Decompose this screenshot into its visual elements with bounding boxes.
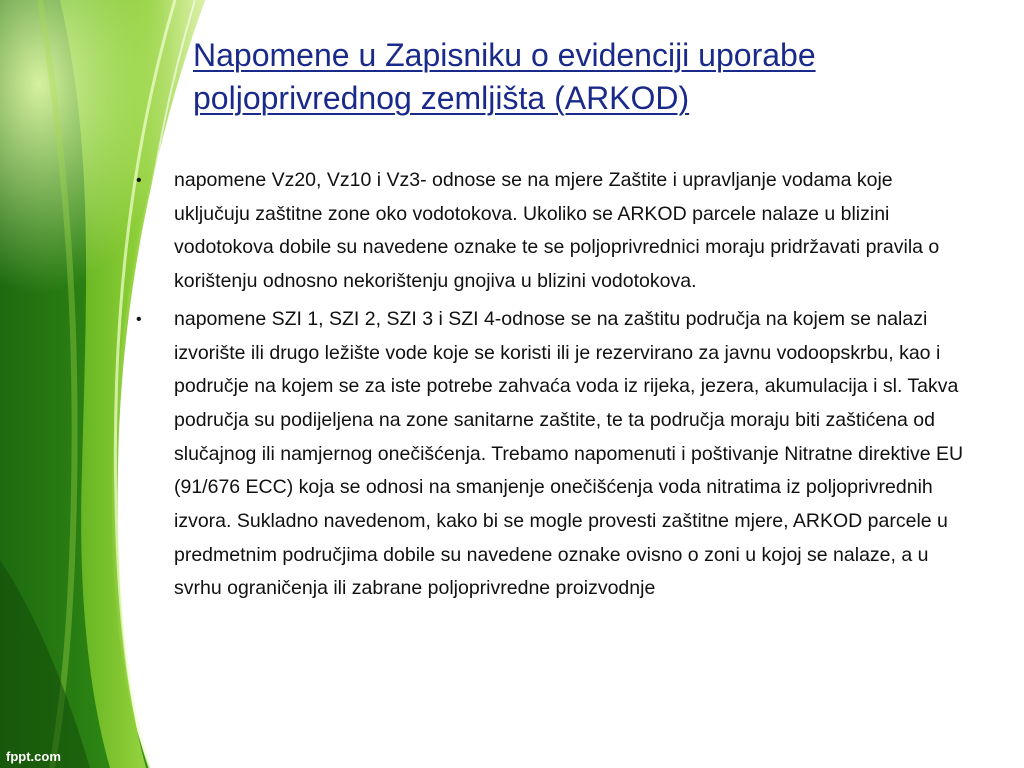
slide-title: Napomene u Zapisniku o evidenciji uporabe poljoprivrednog zemljišta (ARKOD) [193,37,816,116]
bullet-text: napomene SZI 1, SZI 2, SZI 3 i SZI 4-odnose se na zaštitu područja na kojem se nalazi izvorište ili drugo ležište vode koje se koristi ili je rezervirano za javnu vodoopskrbu, kao i područje na kojem se za iste potrebe zahvaća voda iz rijeka, jezera, akumulacija i sl. Takva područja su podijeljena na zone sanitarne zaštite, te ta područja moraju biti zaštićena od slučajnog ili namjernog onečišćenja. Trebamo napomenuti i poštivanje Nitratne direktive EU (91/676 ECC) koja se odnosi na smanjenje onečišćenja voda nitratima iz poljoprivrednih izvora. Sukladno navedenom, kako bi se mogle provesti zaštitne mjere, ARKOD parcele u predmetnim područjima dobile su navedene oznake ovisno o zoni u kojoj se nalaze, a u svrhu ograničenja ili zabrane poljoprivredne proizvodnje [174,307,964,600]
bullet-item [130,303,970,606]
bullet-dot-icon: • [136,172,142,189]
bullet-text: napomene Vz20, Vz10 i Vz3- odnose se na mjere Zaštite i upravljanje vodama koje uključuju zaštitne zone oko vodotokova. Ukoliko se ARKOD parcele nalaze u blizini vodotokova dobile su navedene oznake te se poljoprivrednici moraju pridržavati pravila o korištenju odnosno nekorištenju gnojiva u blizini vodotokova. [174,169,940,293]
slide-body [130,164,970,610]
bullet-item [130,164,970,299]
bullet-dot-icon: • [136,310,142,328]
bullet-list [130,164,970,606]
watermark-text: fppt.com [6,749,61,764]
